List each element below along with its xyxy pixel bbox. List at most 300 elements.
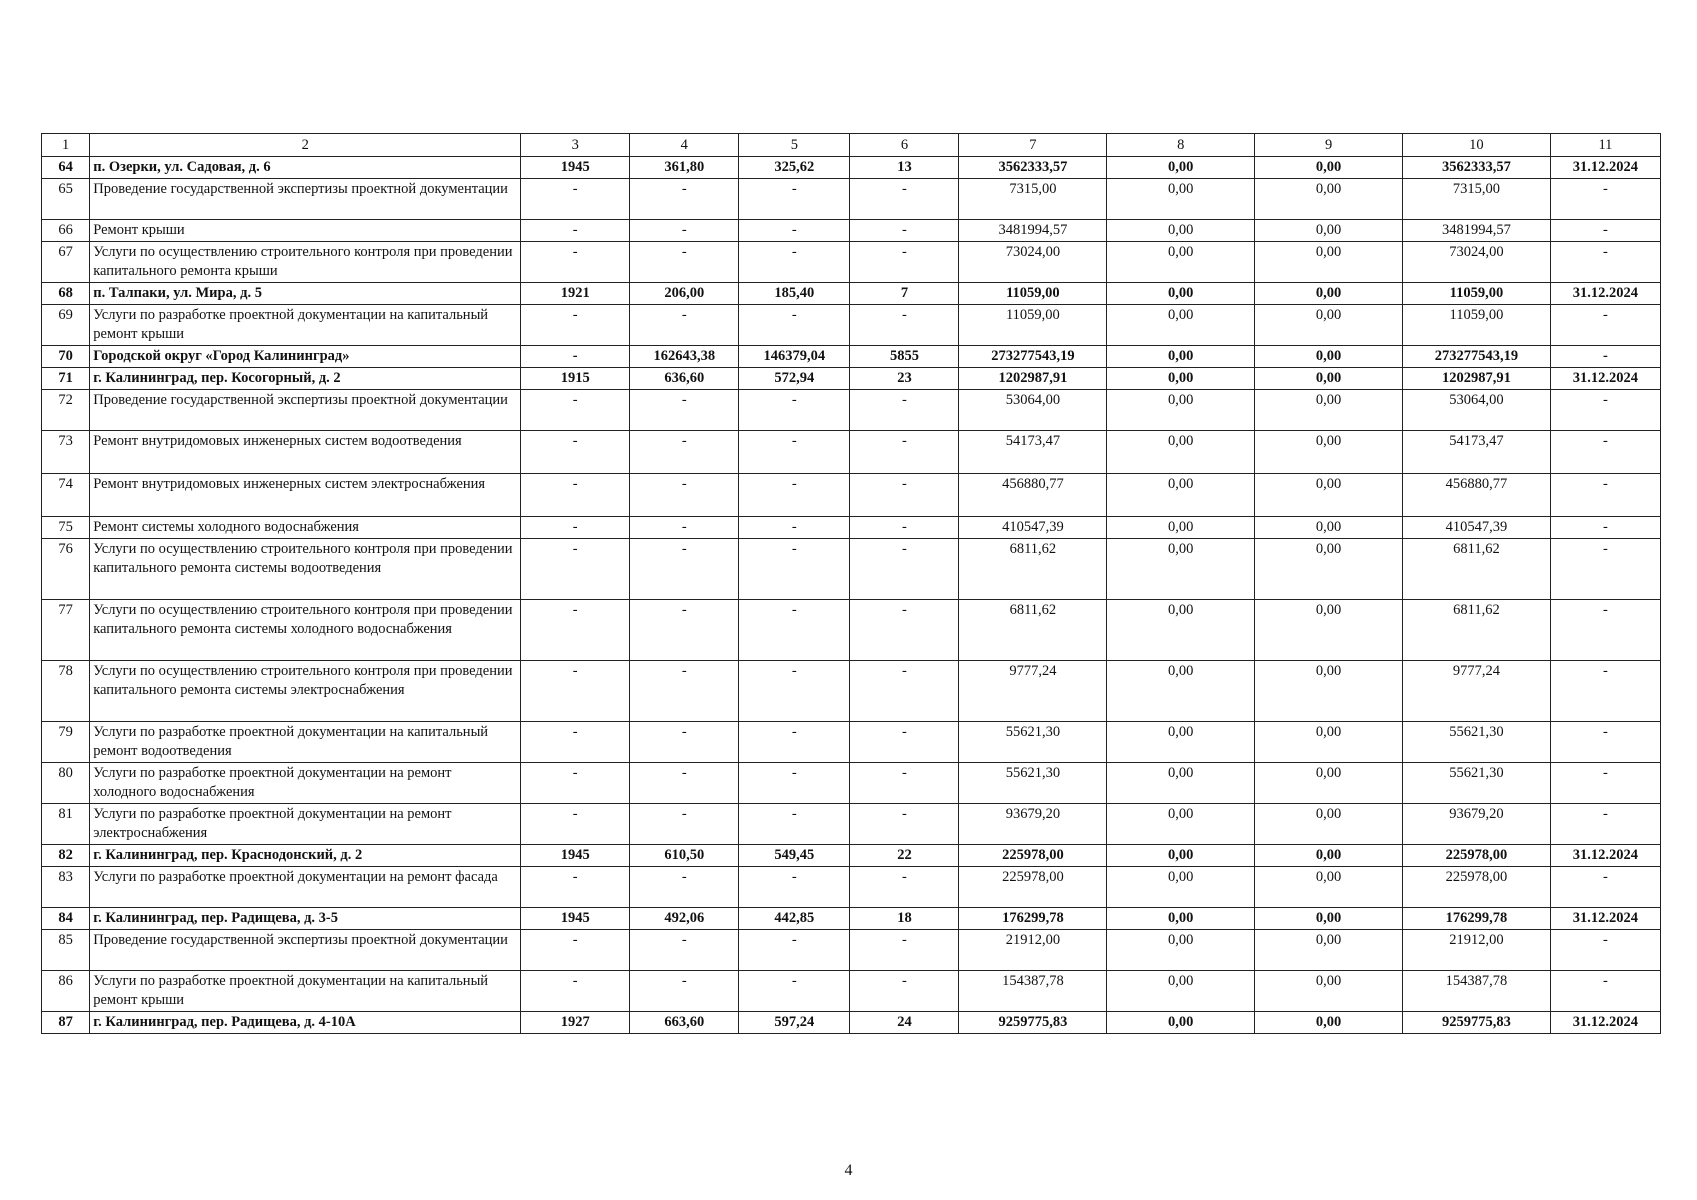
table-cell-col-5: -: [739, 179, 850, 220]
row-description-cell: Ремонт внутридомовых инженерных систем электроснабжения: [90, 474, 521, 517]
table-cell-col-7: 53064,00: [959, 390, 1107, 431]
table-cell-col-4: -: [630, 661, 739, 722]
table-cell-col-7: 9259775,83: [959, 1012, 1107, 1034]
table-cell-col-5: 442,85: [739, 908, 850, 930]
table-cell-col-7: 11059,00: [959, 305, 1107, 346]
table-cell-col-5: -: [739, 474, 850, 517]
table-cell-col-8: 0,00: [1107, 661, 1255, 722]
table-cell-col-11: 31.12.2024: [1550, 368, 1660, 390]
table-cell-col-7: 11059,00: [959, 283, 1107, 305]
table-row: [42, 930, 1661, 971]
table-cell-col-1: 64: [42, 157, 90, 179]
row-description-cell: г. Калининград, пер. Краснодонский, д. 2: [90, 845, 521, 867]
table-cell-col-8: 0,00: [1107, 179, 1255, 220]
table-cell-col-1: 77: [42, 600, 90, 661]
row-description-cell: Ремонт крыши: [90, 220, 521, 242]
table-row: [42, 517, 1661, 539]
table-cell-col-11: -: [1550, 539, 1660, 600]
table-cell-col-8: 0,00: [1107, 431, 1255, 474]
row-description-cell: г. Калининград, пер. Радищева, д. 4-10А: [90, 1012, 521, 1034]
table-row: [42, 242, 1661, 283]
table-cell-col-11: 31.12.2024: [1550, 908, 1660, 930]
table-cell-col-11: -: [1550, 305, 1660, 346]
table-cell-col-11: -: [1550, 390, 1660, 431]
table-cell-col-8: 0,00: [1107, 763, 1255, 804]
table-cell-col-5: -: [739, 390, 850, 431]
table-cell-col-6: -: [850, 539, 959, 600]
table-cell-col-3: 1945: [521, 908, 630, 930]
table-cell-col-3: 1915: [521, 368, 630, 390]
table-cell-col-9: 0,00: [1255, 600, 1403, 661]
table-cell-col-4: -: [630, 431, 739, 474]
table-row: [42, 600, 1661, 661]
table-cell-col-10: 1202987,91: [1403, 368, 1551, 390]
table-cell-col-5: 185,40: [739, 283, 850, 305]
row-description-cell: Услуги по осуществлению строительного контроля при проведении капитального ремонта системы водоотведения: [90, 539, 521, 600]
document-table: [41, 133, 1661, 1034]
table-row: [42, 368, 1661, 390]
table-cell-col-9: 0,00: [1255, 971, 1403, 1012]
row-description-cell: Ремонт системы холодного водоснабжения: [90, 517, 521, 539]
table-cell-col-8: 0,00: [1107, 474, 1255, 517]
table-cell-col-1: 71: [42, 368, 90, 390]
table-cell-col-8: 0,00: [1107, 804, 1255, 845]
table-cell-col-8: 0,00: [1107, 517, 1255, 539]
table-cell-col-5: 597,24: [739, 1012, 850, 1034]
table-cell-col-3: -: [521, 930, 630, 971]
table-cell-col-11: 31.12.2024: [1550, 1012, 1660, 1034]
table-cell-col-10: 225978,00: [1403, 845, 1551, 867]
table-cell-col-4: -: [630, 930, 739, 971]
column-number-7: 7: [959, 134, 1107, 157]
row-description-cell: г. Калининград, пер. Радищева, д. 3-5: [90, 908, 521, 930]
table-cell-col-6: 22: [850, 845, 959, 867]
table-cell-col-4: 492,06: [630, 908, 739, 930]
table-cell-col-7: 93679,20: [959, 804, 1107, 845]
table-cell-col-4: -: [630, 600, 739, 661]
table-cell-col-1: 84: [42, 908, 90, 930]
table-cell-col-9: 0,00: [1255, 220, 1403, 242]
column-number-8: 8: [1107, 134, 1255, 157]
table-cell-col-11: -: [1550, 930, 1660, 971]
table-cell-col-11: -: [1550, 600, 1660, 661]
table-cell-col-1: 67: [42, 242, 90, 283]
table-cell-col-8: 0,00: [1107, 722, 1255, 763]
table-row: [42, 867, 1661, 908]
table-cell-col-5: 549,45: [739, 845, 850, 867]
table-cell-col-5: 572,94: [739, 368, 850, 390]
table-row: [42, 390, 1661, 431]
row-description-cell: Ремонт внутридомовых инженерных систем водоотведения: [90, 431, 521, 474]
table-cell-col-5: -: [739, 539, 850, 600]
row-description-cell: Услуги по разработке проектной документации на ремонт холодного водоснабжения: [90, 763, 521, 804]
table-cell-col-10: 11059,00: [1403, 283, 1551, 305]
table-cell-col-7: 456880,77: [959, 474, 1107, 517]
column-number-4: 4: [630, 134, 739, 157]
table-cell-col-6: 18: [850, 908, 959, 930]
table-cell-col-6: -: [850, 305, 959, 346]
table-cell-col-11: -: [1550, 517, 1660, 539]
table-cell-col-9: 0,00: [1255, 305, 1403, 346]
table-header-row: [42, 134, 1661, 157]
table-row: [42, 474, 1661, 517]
table-cell-col-6: -: [850, 930, 959, 971]
table-cell-col-9: 0,00: [1255, 908, 1403, 930]
table-cell-col-1: 70: [42, 346, 90, 368]
table-row: [42, 722, 1661, 763]
table-cell-col-6: -: [850, 390, 959, 431]
table-cell-col-1: 83: [42, 867, 90, 908]
table-cell-col-7: 1202987,91: [959, 368, 1107, 390]
table-cell-col-3: -: [521, 346, 630, 368]
table-cell-col-4: -: [630, 179, 739, 220]
column-number-6: 6: [850, 134, 959, 157]
table-cell-col-10: 154387,78: [1403, 971, 1551, 1012]
table-cell-col-7: 410547,39: [959, 517, 1107, 539]
table-cell-col-4: -: [630, 390, 739, 431]
table-cell-col-5: -: [739, 517, 850, 539]
table-cell-col-1: 68: [42, 283, 90, 305]
table-cell-col-7: 3481994,57: [959, 220, 1107, 242]
table-cell-col-4: -: [630, 867, 739, 908]
table-cell-col-1: 76: [42, 539, 90, 600]
column-number-9: 9: [1255, 134, 1403, 157]
table-cell-col-10: 55621,30: [1403, 763, 1551, 804]
table-cell-col-1: 72: [42, 390, 90, 431]
table-cell-col-7: 73024,00: [959, 242, 1107, 283]
table-cell-col-3: -: [521, 474, 630, 517]
table-cell-col-5: -: [739, 763, 850, 804]
row-description-cell: п. Талпаки, ул. Мира, д. 5: [90, 283, 521, 305]
table-cell-col-8: 0,00: [1107, 1012, 1255, 1034]
table-cell-col-4: -: [630, 539, 739, 600]
table-cell-col-11: -: [1550, 220, 1660, 242]
table-cell-col-3: 1945: [521, 845, 630, 867]
table-cell-col-4: -: [630, 474, 739, 517]
row-description-cell: Услуги по осуществлению строительного контроля при проведении капитального ремонта системы холодного водоснабжения: [90, 600, 521, 661]
table-cell-col-6: -: [850, 971, 959, 1012]
table-cell-col-11: -: [1550, 971, 1660, 1012]
table-cell-col-6: -: [850, 220, 959, 242]
row-description-cell: Услуги по разработке проектной документации на ремонт электроснабжения: [90, 804, 521, 845]
row-description-cell: Услуги по осуществлению строительного контроля при проведении капитального ремонта крыши: [90, 242, 521, 283]
table-cell-col-10: 11059,00: [1403, 305, 1551, 346]
table-cell-col-11: -: [1550, 346, 1660, 368]
table-cell-col-9: 0,00: [1255, 179, 1403, 220]
table-cell-col-5: -: [739, 661, 850, 722]
table-cell-col-11: 31.12.2024: [1550, 283, 1660, 305]
table-cell-col-8: 0,00: [1107, 346, 1255, 368]
table-cell-col-10: 176299,78: [1403, 908, 1551, 930]
table-cell-col-3: -: [521, 867, 630, 908]
table-cell-col-9: 0,00: [1255, 474, 1403, 517]
table-cell-col-5: -: [739, 431, 850, 474]
table-cell-col-11: 31.12.2024: [1550, 157, 1660, 179]
table-cell-col-1: 66: [42, 220, 90, 242]
table-cell-col-1: 74: [42, 474, 90, 517]
table-row: [42, 283, 1661, 305]
table-cell-col-11: -: [1550, 867, 1660, 908]
table-cell-col-1: 80: [42, 763, 90, 804]
table-cell-col-6: 23: [850, 368, 959, 390]
table-cell-col-9: 0,00: [1255, 1012, 1403, 1034]
table-cell-col-10: 55621,30: [1403, 722, 1551, 763]
table-cell-col-4: 636,60: [630, 368, 739, 390]
table-cell-col-7: 154387,78: [959, 971, 1107, 1012]
table-cell-col-5: -: [739, 930, 850, 971]
table-cell-col-11: 31.12.2024: [1550, 845, 1660, 867]
table-cell-col-10: 93679,20: [1403, 804, 1551, 845]
table-row: [42, 908, 1661, 930]
table-cell-col-10: 456880,77: [1403, 474, 1551, 517]
table-cell-col-11: -: [1550, 722, 1660, 763]
row-description-cell: Проведение государственной экспертизы проектной документации: [90, 179, 521, 220]
table-cell-col-10: 3481994,57: [1403, 220, 1551, 242]
table-cell-col-8: 0,00: [1107, 845, 1255, 867]
row-description-cell: Услуги по разработке проектной документации на ремонт фасада: [90, 867, 521, 908]
table-cell-col-8: 0,00: [1107, 539, 1255, 600]
column-number-1: 1: [42, 134, 90, 157]
column-number-11: 11: [1550, 134, 1660, 157]
table-cell-col-9: 0,00: [1255, 431, 1403, 474]
table-cell-col-4: 162643,38: [630, 346, 739, 368]
table-cell-col-5: -: [739, 305, 850, 346]
table-cell-col-4: 206,00: [630, 283, 739, 305]
table-cell-col-11: -: [1550, 661, 1660, 722]
table-cell-col-7: 9777,24: [959, 661, 1107, 722]
table-cell-col-3: -: [521, 722, 630, 763]
table-cell-col-3: 1927: [521, 1012, 630, 1034]
column-number-10: 10: [1403, 134, 1551, 157]
table-cell-col-8: 0,00: [1107, 930, 1255, 971]
table-cell-col-11: -: [1550, 179, 1660, 220]
table-cell-col-1: 85: [42, 930, 90, 971]
table-cell-col-3: -: [521, 517, 630, 539]
table-cell-col-8: 0,00: [1107, 390, 1255, 431]
table-cell-col-5: 325,62: [739, 157, 850, 179]
table-cell-col-10: 9777,24: [1403, 661, 1551, 722]
table-cell-col-5: -: [739, 804, 850, 845]
table-cell-col-10: 21912,00: [1403, 930, 1551, 971]
table-cell-col-7: 6811,62: [959, 600, 1107, 661]
row-description-cell: Услуги по разработке проектной документации на капитальный ремонт крыши: [90, 971, 521, 1012]
table-cell-col-1: 78: [42, 661, 90, 722]
table-cell-col-3: 1921: [521, 283, 630, 305]
table-cell-col-9: 0,00: [1255, 804, 1403, 845]
table-cell-col-7: 176299,78: [959, 908, 1107, 930]
table-cell-col-7: 21912,00: [959, 930, 1107, 971]
table-cell-col-9: 0,00: [1255, 517, 1403, 539]
table-cell-col-1: 87: [42, 1012, 90, 1034]
table-cell-col-4: 663,60: [630, 1012, 739, 1034]
table-cell-col-3: -: [521, 179, 630, 220]
table-cell-col-4: -: [630, 305, 739, 346]
table-cell-col-11: -: [1550, 242, 1660, 283]
table-cell-col-11: -: [1550, 804, 1660, 845]
table-cell-col-9: 0,00: [1255, 390, 1403, 431]
table-cell-col-9: 0,00: [1255, 661, 1403, 722]
table-cell-col-6: -: [850, 763, 959, 804]
table-cell-col-3: -: [521, 390, 630, 431]
table-cell-col-3: -: [521, 804, 630, 845]
table-cell-col-9: 0,00: [1255, 763, 1403, 804]
table-cell-col-6: -: [850, 431, 959, 474]
table-cell-col-7: 55621,30: [959, 763, 1107, 804]
table-cell-col-11: -: [1550, 474, 1660, 517]
table-cell-col-6: -: [850, 661, 959, 722]
table-row: [42, 431, 1661, 474]
table-cell-col-10: 225978,00: [1403, 867, 1551, 908]
table-cell-col-4: -: [630, 242, 739, 283]
row-description-cell: Городской округ «Город Калининград»: [90, 346, 521, 368]
table-cell-col-9: 0,00: [1255, 867, 1403, 908]
table-cell-col-7: 3562333,57: [959, 157, 1107, 179]
table-cell-col-9: 0,00: [1255, 368, 1403, 390]
table-cell-col-10: 410547,39: [1403, 517, 1551, 539]
table-cell-col-3: -: [521, 971, 630, 1012]
table-cell-col-5: -: [739, 242, 850, 283]
table-cell-col-6: -: [850, 867, 959, 908]
table-row: [42, 346, 1661, 368]
table-cell-col-10: 73024,00: [1403, 242, 1551, 283]
table-cell-col-6: -: [850, 804, 959, 845]
table-cell-col-9: 0,00: [1255, 283, 1403, 305]
table-body: [42, 134, 1661, 1034]
table-cell-col-10: 54173,47: [1403, 431, 1551, 474]
table-cell-col-10: 7315,00: [1403, 179, 1551, 220]
table-cell-col-4: 610,50: [630, 845, 739, 867]
table-cell-col-6: 7: [850, 283, 959, 305]
table-cell-col-5: -: [739, 600, 850, 661]
table-cell-col-5: -: [739, 867, 850, 908]
table-cell-col-1: 86: [42, 971, 90, 1012]
table-cell-col-8: 0,00: [1107, 368, 1255, 390]
page-number: 4: [844, 1162, 853, 1179]
table-cell-col-7: 225978,00: [959, 845, 1107, 867]
table-row: [42, 804, 1661, 845]
row-description-cell: Проведение государственной экспертизы проектной документации: [90, 930, 521, 971]
table-row: [42, 763, 1661, 804]
table-cell-col-3: -: [521, 600, 630, 661]
table-cell-col-10: 9259775,83: [1403, 1012, 1551, 1034]
table-cell-col-11: -: [1550, 431, 1660, 474]
table-cell-col-7: 225978,00: [959, 867, 1107, 908]
table-cell-col-3: -: [521, 242, 630, 283]
table-cell-col-1: 65: [42, 179, 90, 220]
table-cell-col-6: 13: [850, 157, 959, 179]
row-description-cell: Услуги по разработке проектной документации на капитальный ремонт крыши: [90, 305, 521, 346]
table-cell-col-10: 3562333,57: [1403, 157, 1551, 179]
table-row: [42, 971, 1661, 1012]
table-row: [42, 305, 1661, 346]
table-row: [42, 539, 1661, 600]
table-cell-col-9: 0,00: [1255, 157, 1403, 179]
column-number-2: 2: [90, 134, 521, 157]
table-cell-col-1: 81: [42, 804, 90, 845]
table-cell-col-9: 0,00: [1255, 722, 1403, 763]
table-row: [42, 1012, 1661, 1034]
table-cell-col-8: 0,00: [1107, 867, 1255, 908]
table-cell-col-6: 5855: [850, 346, 959, 368]
table-cell-col-1: 79: [42, 722, 90, 763]
table-cell-col-4: -: [630, 220, 739, 242]
table-cell-col-7: 273277543,19: [959, 346, 1107, 368]
table-cell-col-1: 73: [42, 431, 90, 474]
table-cell-col-11: -: [1550, 763, 1660, 804]
table-cell-col-8: 0,00: [1107, 971, 1255, 1012]
column-number-3: 3: [521, 134, 630, 157]
table-cell-col-3: -: [521, 539, 630, 600]
table-cell-col-3: -: [521, 220, 630, 242]
table-row: [42, 845, 1661, 867]
table-cell-col-4: -: [630, 763, 739, 804]
table-cell-col-7: 54173,47: [959, 431, 1107, 474]
table-cell-col-7: 7315,00: [959, 179, 1107, 220]
table-cell-col-4: -: [630, 722, 739, 763]
table-cell-col-4: -: [630, 971, 739, 1012]
row-description-cell: п. Озерки, ул. Садовая, д. 6: [90, 157, 521, 179]
table-cell-col-3: -: [521, 661, 630, 722]
table-cell-col-8: 0,00: [1107, 908, 1255, 930]
table-cell-col-4: 361,80: [630, 157, 739, 179]
table-cell-col-10: 53064,00: [1403, 390, 1551, 431]
table-cell-col-6: 24: [850, 1012, 959, 1034]
table-cell-col-10: 273277543,19: [1403, 346, 1551, 368]
table-row: [42, 220, 1661, 242]
table-row: [42, 157, 1661, 179]
row-description-cell: Проведение государственной экспертизы проектной документации: [90, 390, 521, 431]
table-cell-col-8: 0,00: [1107, 220, 1255, 242]
table-cell-col-6: -: [850, 242, 959, 283]
table-cell-col-1: 75: [42, 517, 90, 539]
table-cell-col-9: 0,00: [1255, 346, 1403, 368]
table-cell-col-7: 55621,30: [959, 722, 1107, 763]
table-cell-col-10: 6811,62: [1403, 539, 1551, 600]
table-cell-col-5: -: [739, 722, 850, 763]
table-cell-col-8: 0,00: [1107, 305, 1255, 346]
row-description-cell: г. Калининград, пер. Косогорный, д. 2: [90, 368, 521, 390]
table-cell-col-6: -: [850, 722, 959, 763]
table-cell-col-1: 82: [42, 845, 90, 867]
table-cell-col-10: 6811,62: [1403, 600, 1551, 661]
table-cell-col-5: 146379,04: [739, 346, 850, 368]
column-number-5: 5: [739, 134, 850, 157]
table-cell-col-9: 0,00: [1255, 539, 1403, 600]
table-cell-col-4: -: [630, 517, 739, 539]
table-row: [42, 661, 1661, 722]
table-cell-col-8: 0,00: [1107, 242, 1255, 283]
table-cell-col-6: -: [850, 600, 959, 661]
table-cell-col-6: -: [850, 179, 959, 220]
row-description-cell: Услуги по осуществлению строительного контроля при проведении капитального ремонта системы электроснабжения: [90, 661, 521, 722]
table-cell-col-5: -: [739, 220, 850, 242]
table-cell-col-8: 0,00: [1107, 600, 1255, 661]
table-cell-col-3: -: [521, 431, 630, 474]
table-cell-col-6: -: [850, 517, 959, 539]
table-cell-col-3: -: [521, 763, 630, 804]
table-cell-col-9: 0,00: [1255, 242, 1403, 283]
table-cell-col-6: -: [850, 474, 959, 517]
table-cell-col-8: 0,00: [1107, 283, 1255, 305]
table-cell-col-7: 6811,62: [959, 539, 1107, 600]
table-cell-col-3: 1945: [521, 157, 630, 179]
table-row: [42, 179, 1661, 220]
table-cell-col-3: -: [521, 305, 630, 346]
table-cell-col-4: -: [630, 804, 739, 845]
table-cell-col-1: 69: [42, 305, 90, 346]
row-description-cell: Услуги по разработке проектной документации на капитальный ремонт водоотведения: [90, 722, 521, 763]
table-cell-col-5: -: [739, 971, 850, 1012]
